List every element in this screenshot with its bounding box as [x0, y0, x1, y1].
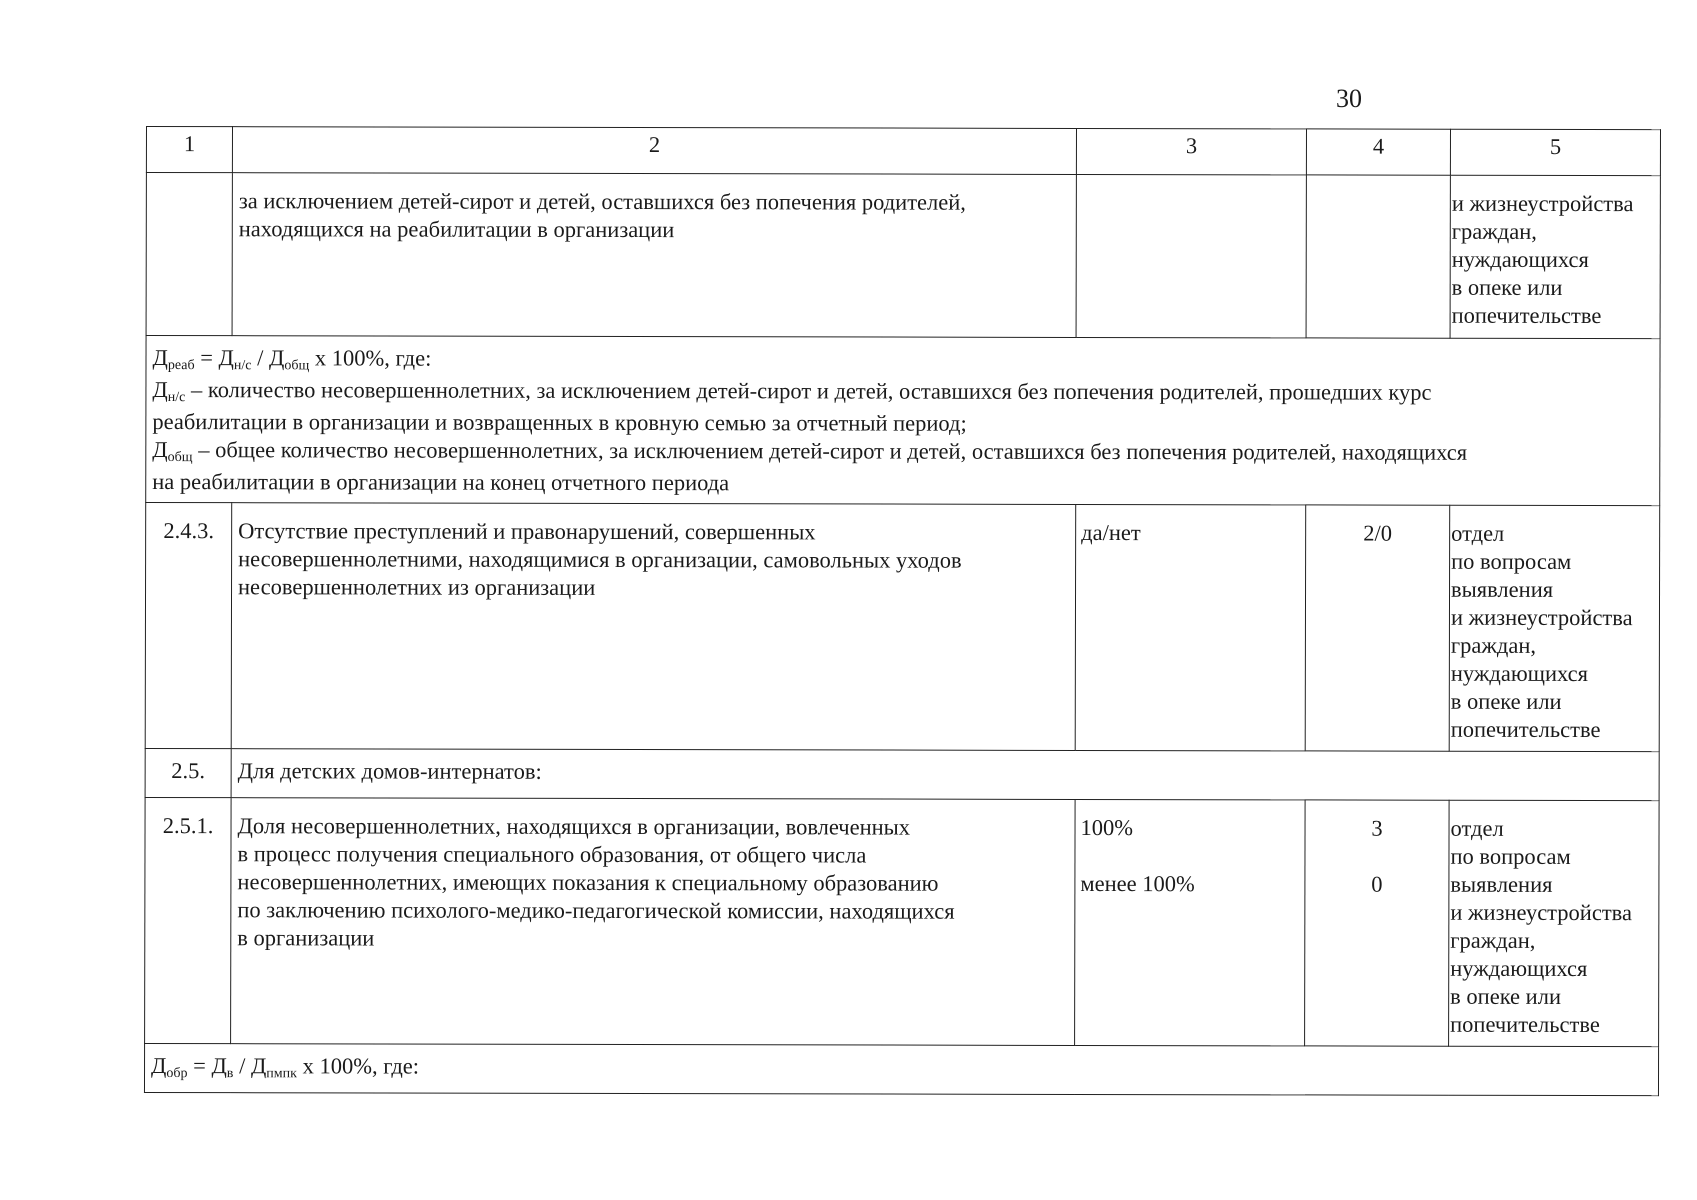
row-score: 3 0 [1305, 800, 1450, 1046]
header-col-1: 1 [146, 127, 232, 173]
header-row [146, 127, 1660, 176]
row-number: 2.4.3. [145, 503, 232, 749]
formula-education-expression: Добр = Дв / Дпмпк х 100%, где: [151, 1053, 420, 1082]
formula-rehab-def-1: Дн/с – количество несовершеннолетних, за исключением детей-сирот и детей, оставшихся без попечения родителей, прошедших курс [152, 377, 1432, 406]
formula-row-education [144, 1043, 1658, 1095]
criteria-table [144, 126, 1661, 1096]
formula-row-rehab [146, 336, 1660, 506]
table-row-2-4-3 [145, 503, 1660, 752]
header-col-2: 2 [232, 127, 1076, 175]
formula-rehab [146, 336, 1660, 506]
row-value: да/нет [1075, 504, 1306, 750]
formula-education [144, 1043, 1658, 1095]
criteria-table-wrapper [144, 126, 1660, 1096]
formula-rehab-def-2-cont: на реабилитации в организации на конец отчетного периода [152, 469, 730, 496]
table-row-2-5-1 [145, 797, 1660, 1046]
row-description: Доля несовершеннолетних, находящихся в организации, вовлеченных в процесс получения специального образования, от общего числа несовершеннолетних, имеющих показания к специальному образованию по заключению психолого-медико-педагогической комиссии, находящихся в организации [231, 798, 1076, 1046]
row-description: за исключением детей-сирот и детей, оставшихся без попечения родителей, находящихся на реабилитации в организации [232, 173, 1076, 338]
row-responsible: отдел по вопросам выявления и жизнеустройства граждан, нуждающихся в опеке или попечительстве [1449, 505, 1660, 751]
row-section-title: Для детских домов-интернатов: [231, 749, 1659, 801]
row-number: 2.5.1. [145, 797, 232, 1043]
row-responsible: и жизнеустройства граждан, нуждающихся в опеке или попечительстве [1450, 175, 1660, 338]
row-value: 100% менее 100% [1075, 799, 1306, 1045]
header-col-3: 3 [1076, 128, 1306, 174]
row-score-empty [1306, 175, 1450, 338]
row-description: Отсутствие преступлений и правонарушений, совершенных несовершеннолетними, находящимися в организации, самовольных уходов несовершеннолетних из организации [231, 503, 1076, 751]
row-number: 2.5. [145, 748, 231, 797]
header-col-4: 4 [1306, 129, 1450, 175]
table-row-continuation [146, 173, 1660, 339]
formula-rehab-def-1-cont: реабилитации в организации и возвращенных в кровную семью за отчетный период; [152, 409, 967, 436]
row-score: 2/0 [1305, 505, 1450, 751]
row-responsible: отдел по вопросам выявления и жизнеустройства граждан, нуждающихся в опеке или попечительстве [1449, 800, 1660, 1046]
formula-rehab-def-2: Добщ – общее количество несовершеннолетних, за исключением детей-сирот и детей, оставшихся без попечения родителей, находящихся [152, 437, 1468, 466]
page-number: 30 [1336, 84, 1362, 113]
row-number-empty [146, 173, 232, 336]
table-row-2-5 [145, 748, 1659, 800]
header-col-5: 5 [1450, 129, 1660, 175]
row-value-empty [1076, 174, 1306, 337]
formula-rehab-expression: Дреаб = Дн/с / Добщ х 100%, где: [152, 345, 432, 374]
